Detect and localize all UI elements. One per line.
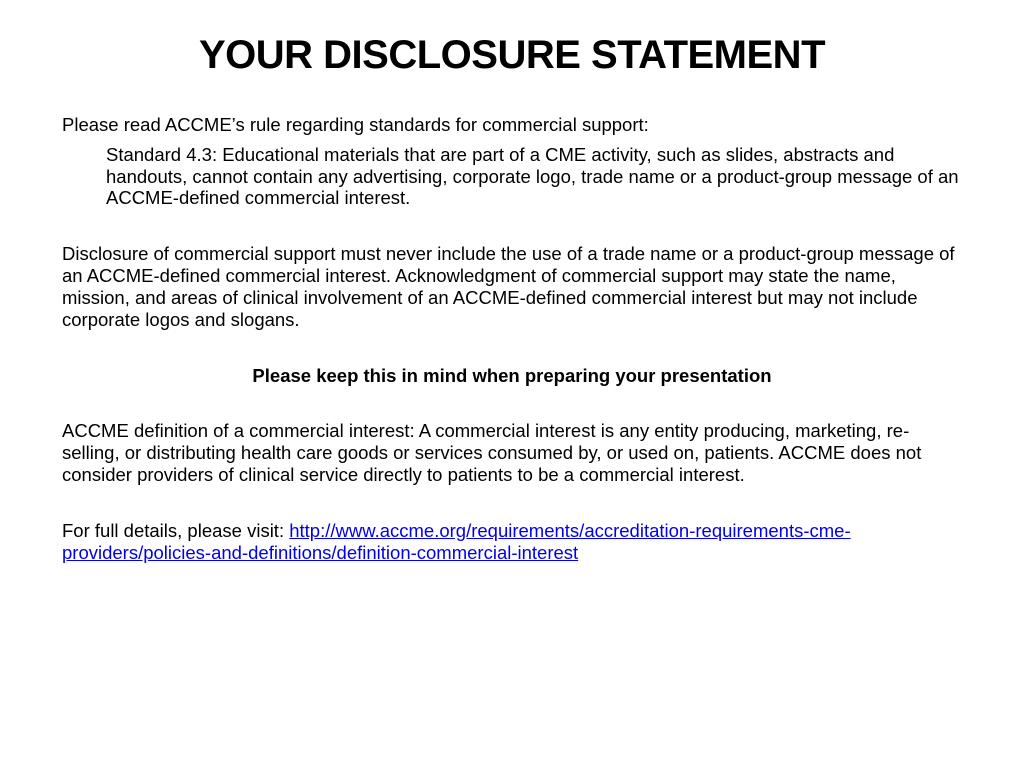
disclosure-text: Disclosure of commercial support must never include the use of a trade name or a product-group message of an ACCME-defined commercial interest. Acknowledgment of commercial support may state the name, mission, and areas of clinical involvement of an ACCME-defined commercial interest but may not include corporate logos and slogans. — [62, 243, 955, 330]
details-prefix: For full details, please visit: — [62, 519, 290, 541]
definition-text: ACCME definition of a commercial interest: A commercial interest is any entity producing, marketing, re-selling, or distributing health care goods or services consumed by, or used on, patients. ACCME does not consider providers of clinical service directly to patients to be a commercial interest. — [62, 420, 922, 486]
standard-text: Standard 4.3: Educational materials that are part of a CME activity, such as slides, abstracts and handouts, cannot contain any advertising, corporate logo, trade name or a product-group message of an ACCME-defined commercial interest. — [106, 143, 959, 209]
slide-content — [62, 114, 962, 564]
intro-text: Please read ACCME’s rule regarding standards for commercial support: — [62, 114, 649, 135]
details-link[interactable]: http://www.accme.org/requirements/accreditation-requirements-cme-providers/policies-and-definitions/definition-commercial-interest — [62, 519, 851, 563]
details-paragraph — [62, 520, 962, 564]
emphasis-text: Please keep this in mind when preparing your presentation — [252, 364, 772, 386]
slide-title: YOUR DISCLOSURE STATEMENT — [198, 33, 826, 77]
